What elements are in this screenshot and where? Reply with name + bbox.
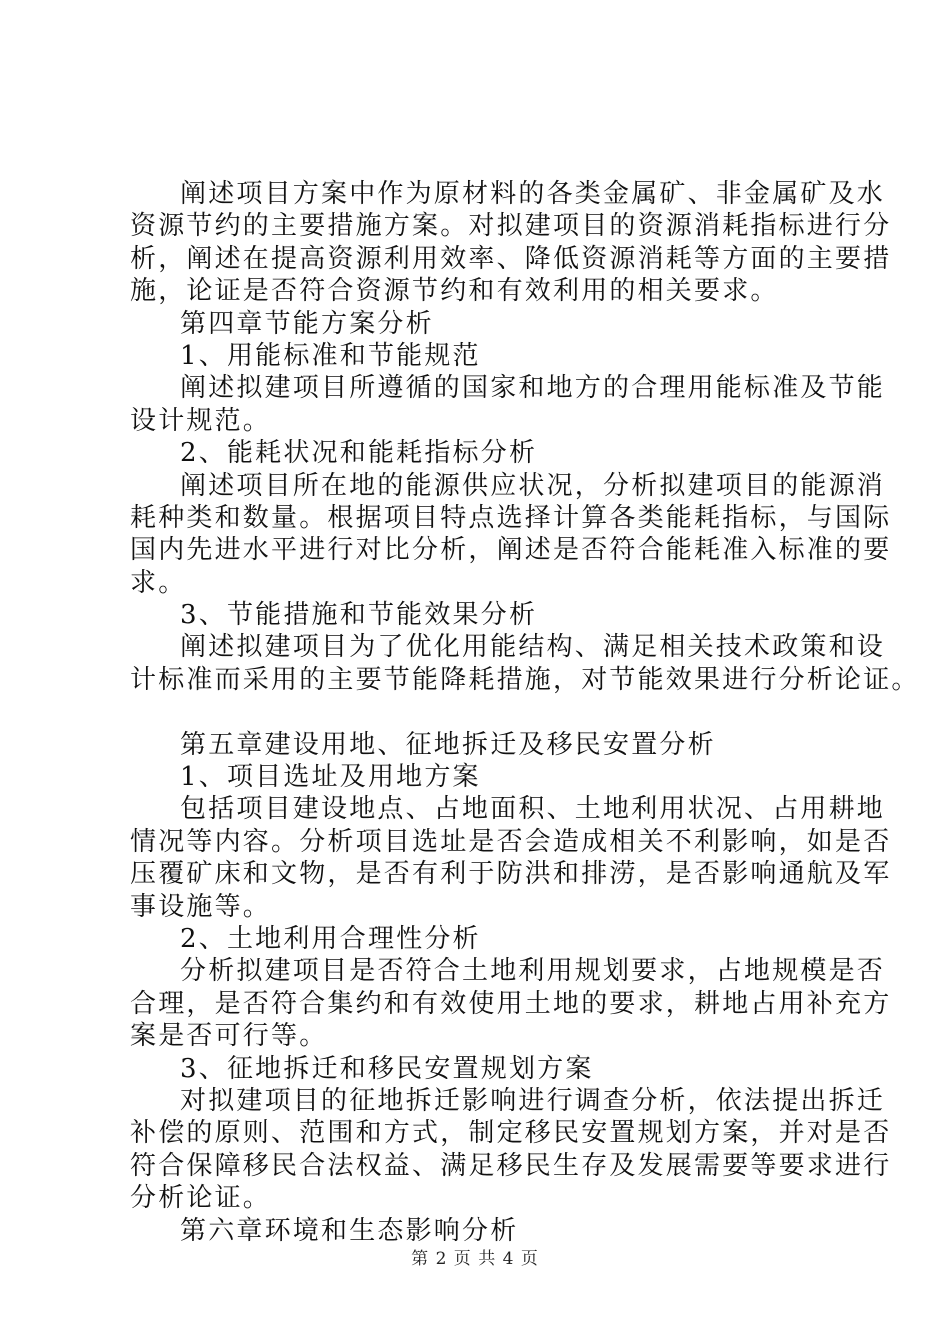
chapter-heading: 第五章建设用地、征地拆迁及移民安置分析: [180, 729, 716, 760]
paragraph-line: 施，论证是否符合资源节约和有效利用的相关要求。: [130, 276, 779, 307]
section-heading: 1、用能标准和节能规范: [180, 340, 481, 371]
paragraph-line: 求。: [130, 567, 187, 598]
section-heading: 1、项目选址及用地方案: [180, 762, 481, 793]
paragraph-line: 压覆矿床和文物，是否有利于防洪和排涝，是否影响通航及军: [130, 859, 892, 890]
paragraph-line: 分析拟建项目是否符合土地利用规划要求，占地规模是否: [180, 956, 886, 987]
paragraph-gap: [130, 696, 830, 728]
paragraph-line: 情况等内容。分析项目选址是否会造成相关不利影响，如是否: [130, 826, 892, 857]
paragraph-line: 阐述项目所在地的能源供应状况，分析拟建项目的能源消: [180, 470, 886, 501]
document-body: [130, 178, 920, 1247]
paragraph-line: 事设施等。: [130, 891, 272, 922]
paragraph-line: 资源节约的主要措施方案。对拟建项目的资源消耗指标进行分: [130, 211, 892, 242]
section-heading: 2、能耗状况和能耗指标分析: [180, 438, 538, 469]
chapter-heading: 第四章节能方案分析: [180, 308, 434, 339]
paragraph-line: 阐述拟建项目所遵循的国家和地方的合理用能标准及节能: [180, 373, 886, 404]
paragraph-line: 案是否可行等。: [130, 1021, 328, 1052]
paragraph-line: 分析论证。: [130, 1183, 272, 1214]
page-number-footer: 第 2 页 共 4 页: [411, 1249, 539, 1269]
paragraph-line: 符合保障移民合法权益、满足移民生存及发展需要等要求进行: [130, 1150, 892, 1181]
paragraph-line: 耗种类和数量。根据项目特点选择计算各类能耗指标，与国际: [130, 502, 892, 533]
paragraph-line: 对拟建项目的征地拆迁影响进行调查分析，依法提出拆迁: [180, 1085, 886, 1116]
section-heading: 3、节能措施和节能效果分析: [180, 600, 538, 631]
paragraph-line: 阐述项目方案中作为原材料的各类金属矿、非金属矿及水: [180, 179, 886, 209]
paragraph-line: 计标准而采用的主要节能降耗措施，对节能效果进行分析论证。: [130, 664, 920, 695]
paragraph-line: 包括项目建设地点、占地面积、土地利用状况、占用耕地: [180, 794, 886, 825]
paragraph-line: 析，阐述在提高资源利用效率、降低资源消耗等方面的主要措: [130, 243, 892, 274]
paragraph-line: 设计规范。: [130, 405, 272, 436]
paragraph-line: 阐述拟建项目为了优化用能结构、满足相关技术政策和设: [180, 632, 886, 663]
paragraph-line: 补偿的原则、范围和方式，制定移民安置规划方案，并对是否: [130, 1118, 892, 1149]
section-heading: 3、征地拆迁和移民安置规划方案: [180, 1053, 594, 1084]
paragraph-line: 合理，是否符合集约和有效使用土地的要求，耕地占用补充方: [130, 988, 892, 1019]
paragraph-line: 国内先进水平进行对比分析，阐述是否符合能耗准入标准的要: [130, 535, 892, 566]
section-heading: 2、土地利用合理性分析: [180, 923, 481, 954]
chapter-heading: 第六章环境和生态影响分析: [180, 1215, 519, 1246]
